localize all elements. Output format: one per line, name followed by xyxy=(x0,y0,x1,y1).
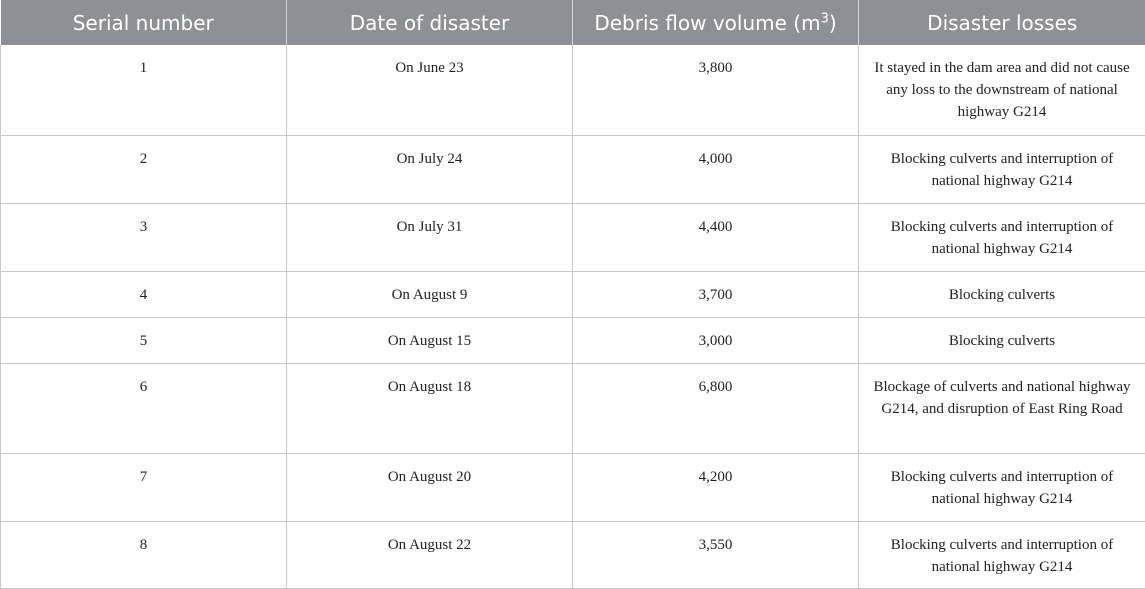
table-header xyxy=(1,0,1145,45)
table-row xyxy=(1,453,1145,521)
header-disaster-losses: Disaster losses xyxy=(859,0,1145,45)
cell-volume: 3,550 xyxy=(573,521,859,588)
header-serial-number: Serial number xyxy=(1,0,287,45)
cell-date: On August 9 xyxy=(287,271,573,317)
cell-serial-number: 7 xyxy=(1,453,287,521)
cell-serial-number: 6 xyxy=(1,363,287,453)
cell-date: On June 23 xyxy=(287,45,573,135)
table-row xyxy=(1,317,1145,363)
header-debris-flow-volume xyxy=(573,0,859,45)
cell-losses: Blocking culverts xyxy=(859,271,1145,317)
cell-losses: Blocking culverts xyxy=(859,317,1145,363)
cell-losses: Blocking culverts and interruption of national highway G214 xyxy=(859,135,1145,203)
cell-date: On August 20 xyxy=(287,453,573,521)
cell-date: On July 24 xyxy=(287,135,573,203)
table-row xyxy=(1,203,1145,271)
cell-losses: Blocking culverts and interruption of national highway G214 xyxy=(859,521,1145,588)
cell-volume: 6,800 xyxy=(573,363,859,453)
cell-losses: Blockage of culverts and national highway G214, and disruption of East Ring Road xyxy=(859,363,1145,453)
cell-date: On August 18 xyxy=(287,363,573,453)
cell-serial-number: 5 xyxy=(1,317,287,363)
cell-serial-number: 3 xyxy=(1,203,287,271)
table-row xyxy=(1,363,1145,453)
cell-losses: Blocking culverts and interruption of national highway G214 xyxy=(859,203,1145,271)
cell-volume: 4,400 xyxy=(573,203,859,271)
header-row xyxy=(1,0,1145,45)
cell-volume: 4,200 xyxy=(573,453,859,521)
cell-serial-number: 4 xyxy=(1,271,287,317)
cell-serial-number: 2 xyxy=(1,135,287,203)
cell-losses: Blocking culverts and interruption of national highway G214 xyxy=(859,453,1145,521)
cell-date: On August 15 xyxy=(287,317,573,363)
cell-date: On August 22 xyxy=(287,521,573,588)
cell-serial-number: 8 xyxy=(1,521,287,588)
cell-volume: 3,000 xyxy=(573,317,859,363)
cell-date: On July 31 xyxy=(287,203,573,271)
table-row xyxy=(1,521,1145,588)
cell-serial-number: 1 xyxy=(1,45,287,135)
cell-losses: It stayed in the dam area and did not cause any loss to the downstream of national highway G214 xyxy=(859,45,1145,135)
cell-volume: 3,700 xyxy=(573,271,859,317)
table-row xyxy=(1,45,1145,135)
header-volume-close: ) xyxy=(829,11,837,35)
table-row xyxy=(1,135,1145,203)
table-row xyxy=(1,271,1145,317)
cell-volume: 4,000 xyxy=(573,135,859,203)
header-volume-text: Debris flow volume (m xyxy=(594,11,820,35)
header-volume-superscript: 3 xyxy=(821,11,829,26)
cell-volume: 3,800 xyxy=(573,45,859,135)
header-date-of-disaster: Date of disaster xyxy=(287,0,573,45)
table-body xyxy=(1,45,1145,588)
